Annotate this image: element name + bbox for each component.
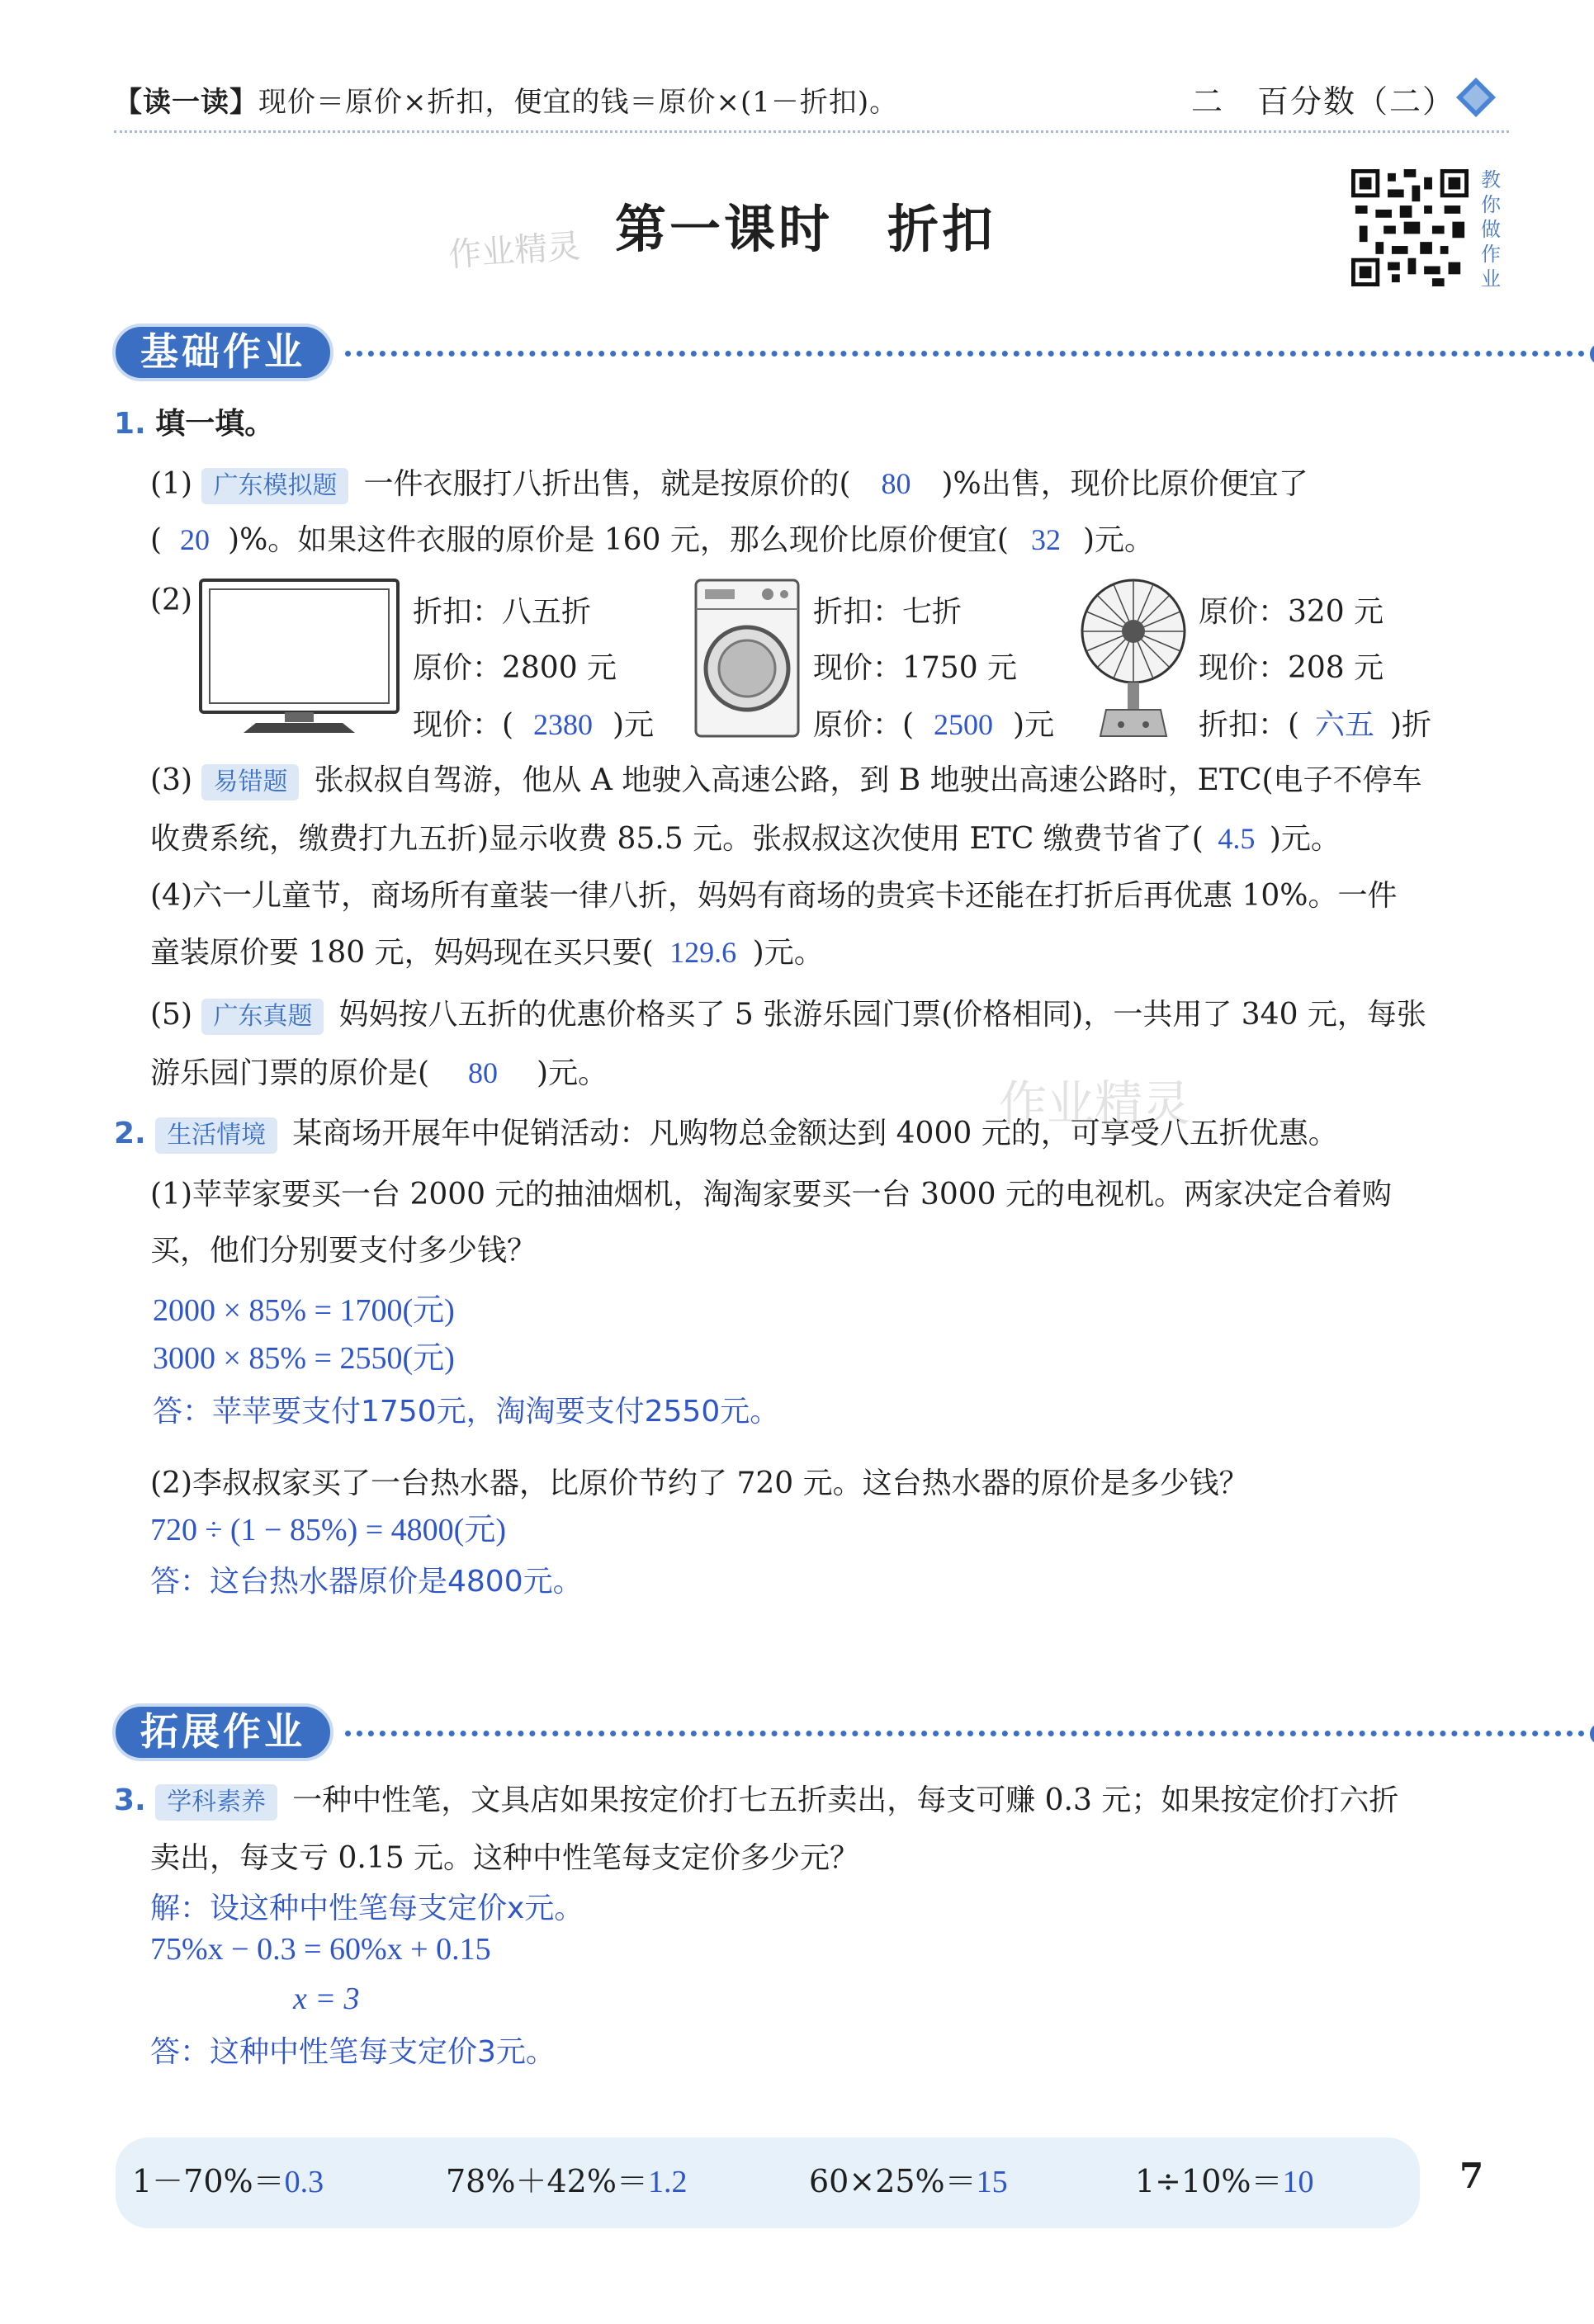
q3-text: 一种中性笔，文具店如果按定价打七五折卖出，每支可赚 0.3 元；如果按定价打六折 [292,1783,1399,1817]
q1-part1-line2 [150,518,1154,562]
qr-caption-char: 教 [1481,168,1501,191]
q2-part1-work2: 3000 × 85% = 2550(元) [153,1341,455,1376]
question-number: 1. [114,407,146,441]
q1-part5-text: 游乐园门票的原价是( [150,1056,430,1090]
question-badge: 易错题 [201,764,299,801]
tv-current-label: 现价：( [413,708,514,742]
answer-blank: 80 [881,467,911,500]
tv-info [413,584,654,753]
q3-answer: 答：这种中性笔每支定价3元。 [150,2035,556,2069]
math-answer: 10 [1282,2165,1314,2199]
q1-part5-text: 妈妈按八五折的优惠价格买了 5 张游乐园门票(价格相同)，一共用了 340 元，每张 [338,998,1426,1032]
washer-original-label: 原价：( [813,708,915,742]
q1-part1-text: ( [150,523,163,557]
answer-blank: 2380 [533,708,594,741]
q2-part1-work1: 2000 × 85% = 1700(元) [153,1293,455,1328]
mental-math-item [809,2156,1008,2201]
question-badge: 学科素养 [155,1784,277,1821]
q1-part4-line1: (4)六一儿童节，商场所有童装一律八折，妈妈有商场的贵宾卡还能在打折后再优惠 10%。一件 [150,879,1398,913]
fan-discount-label: 折扣：( [1199,708,1300,742]
q1-part3-line1 [150,759,1422,802]
q1-heading-text: 填一填。 [155,407,275,441]
q1-part4-line2 [150,931,824,975]
washer-unit: )元 [1013,708,1055,742]
q1-part3-text: 收费系统，缴费打九五折)显示收费 85.5 元。张叔叔这次使用 ETC 缴费节省了( [150,822,1204,856]
fan-discount [1199,697,1431,753]
q3-work3: x = 3 [293,1982,360,2016]
q1-part3-line2 [150,817,1341,861]
question-number: 2. [114,1117,146,1150]
section-extend-label: 拓展作业 [112,1703,333,1761]
reading-tip [114,79,898,120]
mental-math-item [446,2156,687,2201]
chapter-title: 二 百分数（二） [1191,83,1456,120]
answer-blank: 32 [1030,523,1061,556]
q1-heading [114,403,274,446]
tv-unit: )元 [613,708,655,742]
answer-blank: 20 [180,523,210,556]
math-expression: 1÷10%＝ [1135,2163,1283,2199]
qr-caption-char: 业 [1481,267,1501,290]
q2-part1-line2: 买，他们分别要支付多少钱？ [150,1234,537,1268]
fan-current-price: 现价：208 元 [1199,651,1384,685]
section-divider-end [1590,1723,1594,1745]
washing-machine-icon [693,578,801,739]
lesson-title: 第一课时 折扣 [615,199,997,259]
q1-part4-text: )元。 [752,936,824,970]
q1-part5-line2 [150,1051,608,1095]
mental-math-item [1135,2156,1313,2201]
section-basic-banner [112,324,1594,381]
math-answer: 15 [976,2165,1008,2199]
q3-line2: 卖出，每支亏 0.15 元。这种中性笔每支定价多少元？ [150,1841,860,1875]
part-index: (2) [150,583,192,617]
q2-intro [114,1112,1338,1155]
q3-work2: 75%x − 0.3 = 60%x + 0.15 [150,1932,491,1967]
q2-part1-line1: (1)苹苹家要买一台 2000 元的抽油烟机，淘淘家要买一台 3000 元的电视机。两家决定合着购 [150,1178,1393,1212]
fan-original-price: 原价：320 元 [1199,595,1384,629]
q2-part2-line1: (2)李叔叔家买了一台热水器，比原价节约了 720 元。这台热水器的原价是多少钱？ [150,1467,1249,1500]
answer-blank: 六五 [1315,708,1375,741]
section-basic-label: 基础作业 [112,324,333,381]
reading-tip-tag: 【读一读】 [114,86,258,119]
reading-tip-formula: 现价＝原价×折扣，便宜的钱＝原价×(1－折扣)。 [258,86,899,119]
math-answer: 0.3 [284,2165,324,2199]
q2-part2-work1: 720 ÷ (1 − 85%) = 4800(元) [150,1513,506,1547]
math-answer: 1.2 [647,2165,688,2199]
q1-part4-text: 童装原价要 180 元，妈妈现在买只要( [150,936,654,970]
tv-discount: 折扣：八五折 [413,595,592,629]
answer-blank: 129.6 [669,936,737,969]
q2-intro-text: 某商场开展年中促销活动：凡购物总金额达到 4000 元的，可享受八五折优惠。 [292,1117,1338,1150]
qr-caption-char: 作 [1481,243,1501,266]
part-index: (3) [150,763,192,797]
tv-current-price [413,697,654,753]
question-badge: 生活情境 [155,1117,277,1154]
qr-caption-char: 你 [1481,193,1501,216]
answer-blank: 80 [468,1056,499,1089]
section-divider-dots [345,1731,1594,1736]
tv-original-price: 原价：2800 元 [413,651,617,685]
q1-part1-text: )%出售，现价比原价便宜了 [941,467,1308,501]
q2-part1-answer: 答：苹苹要支付1750元，淘淘要支付2550元。 [153,1395,780,1429]
section-divider-dots [345,351,1594,357]
washer-current-price: 现价：1750 元 [813,651,1018,685]
electric-fan-icon [1080,578,1187,739]
question-badge: 广东真题 [201,999,324,1035]
fan-unit: )折 [1390,708,1432,742]
q3-line1 [114,1779,1398,1822]
washer-original-price [813,697,1054,753]
page-number: 7 [1459,2156,1484,2196]
washer-discount: 折扣：七折 [813,595,963,629]
question-badge: 广东模拟题 [201,468,348,504]
question-number: 3. [114,1783,146,1817]
q1-part1-line1 [150,462,1308,506]
watermark: 作业精灵 [447,227,582,275]
fan-info [1199,584,1431,753]
q1-part1-text: )元。 [1082,523,1154,557]
diamond-icon [1454,76,1497,119]
qr-caption-char: 做 [1481,218,1501,241]
part-index: (1) [150,467,192,501]
q1-part5-line1 [150,994,1426,1037]
watermark: 作业精灵 [999,1075,1191,1131]
q1-part3-text: 张叔叔自驾游，他从 A 地驶入高速公路，到 B 地驶出高速公路时，ETC(电子不停车 [314,763,1422,797]
math-expression: 1－70%＝ [132,2163,285,2199]
math-expression: 60×25%＝ [809,2163,977,2199]
q1-part1-text: 一件衣服打八折出售，就是按原价的( [363,467,851,501]
qr-caption [1481,168,1506,291]
qr-code-icon[interactable] [1351,169,1469,286]
header-divider [114,130,1509,133]
television-icon [198,578,400,735]
mental-math-item [132,2156,324,2201]
section-extend-banner [112,1703,1594,1761]
math-expression: 78%＋42%＝ [446,2163,648,2199]
answer-blank: 4.5 [1218,822,1256,855]
q3-work1: 解：设这种中性笔每支定价x元。 [150,1892,584,1925]
answer-blank: 2500 [934,708,994,741]
q1-part1-text: )%。如果这件衣服的原价是 160 元，那么现价比原价便宜( [228,523,1009,557]
q1-part3-text: )元。 [1269,822,1341,856]
section-divider-end [1590,343,1594,365]
washer-info [813,584,1054,753]
part-index: (5) [150,998,192,1032]
q1-part5-text: )元。 [537,1056,608,1090]
q2-part2-answer: 答：这台热水器原价是4800元。 [150,1565,583,1599]
